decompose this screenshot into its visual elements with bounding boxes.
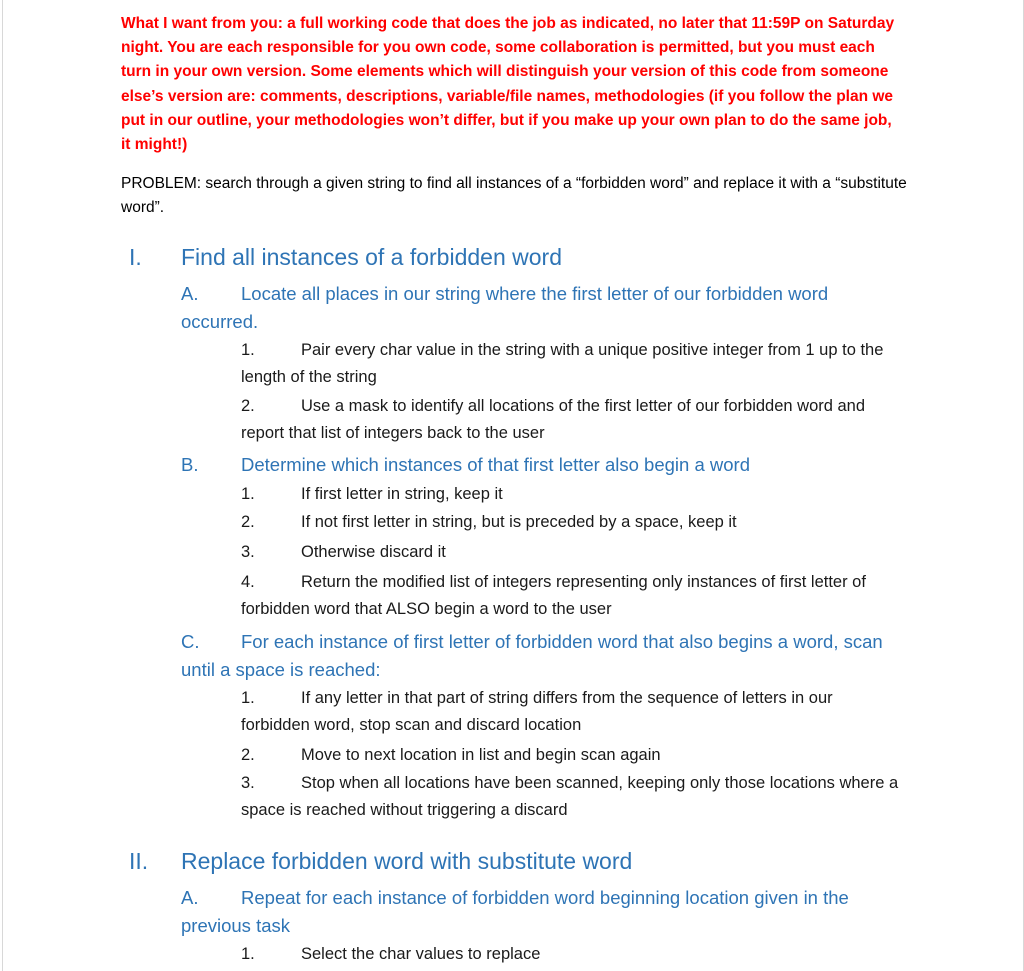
item-text: If first letter in string, keep it bbox=[301, 485, 503, 503]
item-number: 1. bbox=[241, 689, 255, 707]
subsection-heading bbox=[181, 280, 901, 336]
subsection-number: C. bbox=[181, 631, 200, 652]
item-text: Use a mask to identify all locations of the first letter of our forbidden word and report that list of integers back to the user bbox=[241, 397, 866, 442]
subsection-heading bbox=[181, 628, 901, 684]
problem-statement: PROBLEM: search through a given string to find all instances of a “forbidden word” and replace it with a “substitute word”. bbox=[121, 175, 907, 217]
item-number: 3. bbox=[241, 774, 255, 792]
subsection-heading bbox=[181, 884, 901, 940]
subsection-text: Repeat for each instance of forbidden word beginning location given in the previous task bbox=[181, 887, 849, 936]
list-item bbox=[241, 569, 906, 623]
list-item bbox=[241, 770, 906, 824]
subsection-number: A. bbox=[181, 283, 199, 304]
list-item bbox=[241, 941, 906, 968]
list-item bbox=[241, 509, 906, 536]
item-text: Pair every char value in the string with a unique positive integer from 1 up to the length of the string bbox=[241, 341, 884, 386]
section-title: Find all instances of a forbidden word bbox=[181, 244, 562, 270]
item-text: If not first letter in string, but is preceded by a space, keep it bbox=[301, 513, 737, 531]
list-item bbox=[241, 481, 906, 508]
section-number: I. bbox=[129, 244, 142, 270]
item-number: 2. bbox=[241, 513, 255, 531]
page-left-edge bbox=[2, 0, 3, 971]
subsection-number: A. bbox=[181, 887, 199, 908]
list-item bbox=[241, 742, 906, 769]
intro-paragraph: What I want from you: a full working code that does the job as indicated, no later that 11:59P on Saturday night. You are each responsible for you own code, some collaboration is permitted, but you must each turn in your own version. Some elements which will distinguish your version of this code from someone else’s version are: comments, descriptions, variable/file names, methodologies (if you follow the plan we put in our outline, your methodologies won’t differ, but if you make up your own plan to do the same job, it might!) bbox=[121, 15, 895, 154]
section-number: II. bbox=[129, 848, 149, 874]
subsection-text: Determine which instances of that first letter also begin a word bbox=[241, 454, 750, 475]
subsection-text: For each instance of first letter of forbidden word that also begins a word, scan until a space is reached: bbox=[181, 631, 883, 680]
list-item bbox=[241, 393, 906, 447]
item-number: 2. bbox=[241, 746, 255, 764]
section-title: Replace forbidden word with substitute word bbox=[181, 848, 633, 874]
item-text: Select the char values to replace bbox=[301, 945, 541, 963]
item-text: Return the modified list of integers representing only instances of first letter of forbidden word that ALSO begin a word to the user bbox=[241, 573, 866, 618]
item-text: If any letter in that part of string differs from the sequence of letters in our forbidden word, stop scan and discard location bbox=[241, 689, 833, 734]
item-text: Stop when all locations have been scanned, keeping only those locations where a space is reached without triggering a discard bbox=[241, 774, 899, 819]
item-number: 3. bbox=[241, 543, 255, 561]
item-number: 1. bbox=[241, 485, 255, 503]
list-item bbox=[241, 337, 906, 391]
list-item bbox=[241, 685, 906, 739]
list-item bbox=[241, 539, 906, 566]
item-number: 1. bbox=[241, 945, 255, 963]
item-number: 4. bbox=[241, 573, 255, 591]
item-text: Move to next location in list and begin scan again bbox=[301, 746, 661, 764]
item-text: Otherwise discard it bbox=[301, 543, 446, 561]
item-number: 2. bbox=[241, 397, 255, 415]
subsection-number: B. bbox=[181, 454, 199, 475]
subsection-heading bbox=[181, 451, 901, 479]
item-number: 1. bbox=[241, 341, 255, 359]
subsection-text: Locate all places in our string where the first letter of our forbidden word occurred. bbox=[181, 283, 829, 332]
